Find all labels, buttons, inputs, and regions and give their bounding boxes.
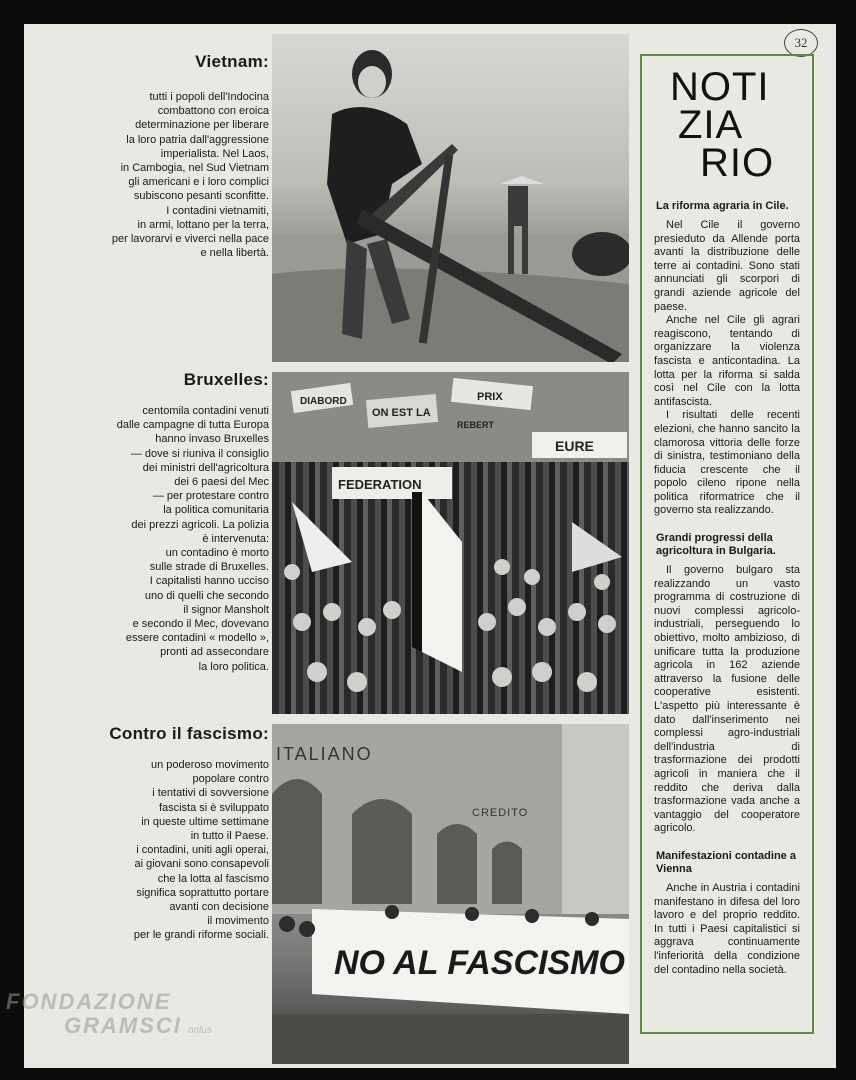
news-vienna — [654, 850, 800, 977]
bruxelles-text — [24, 404, 269, 674]
photo-vietnam-illustration — [272, 34, 629, 362]
text-line: i contadini, uniti agli operai, — [136, 844, 269, 857]
bruxelles-article — [24, 370, 269, 674]
news-paragraph: Anche in Austria i contadini manifestano in difesa del loro lavoro e del proprio reddito. In tutti i Paesi capitalistici si aggrava continuamente l'inferiorità della condizione del contadino nella società. — [654, 881, 800, 976]
photo-vietnam-rice-field — [272, 34, 629, 362]
sign-italiano: ITALIANO — [276, 744, 373, 764]
text-line: un poderoso movimento — [150, 759, 269, 771]
text-line: in Cambogia, nel Sud Vietnam — [120, 162, 269, 175]
fascismo-article — [24, 724, 269, 943]
photo-fascismo-march — [272, 724, 629, 1064]
text-line: determinazione per liberare — [135, 119, 269, 132]
text-line: — dove si riuniva il consiglio — [130, 447, 269, 460]
photo-bruxelles-crowd — [272, 372, 629, 714]
magazine-page — [24, 24, 836, 1068]
banner-no-al-fascismo: NO AL FASCISMO — [334, 944, 625, 982]
text-line: fascista si è sviluppato — [158, 801, 269, 814]
watermark-line: FONDAZIONE — [6, 989, 172, 1014]
news-paragraph: Anche nel Cile gli agrari reagiscono, tentando di organizzare la violenza fascista e anticontadina. La lotta per la riforma si salda così nel Cile con la lotta antifascista. — [654, 314, 800, 408]
fondazione-gramsci-watermark — [6, 990, 212, 1038]
sign-eure: EURE — [555, 438, 594, 454]
text-line: la loro politica. — [198, 660, 269, 673]
news-paragraph: I risultati delle recenti elezioni, che hanno sancito la clamorosa vittoria delle forze di sinistra, testimoniano della fiducia crescente che il popolo cileno ripone nella politica riformatrice che il governo sta realizzando. — [654, 409, 800, 517]
news-title: La riforma agraria in Cile. — [656, 200, 789, 212]
text-line: per le grandi riforme sociali. — [133, 929, 269, 942]
text-line: I capitalisti hanno ucciso — [149, 575, 269, 588]
text-line: dei 6 paesi del Mec — [174, 476, 269, 489]
news-bulgaria — [654, 532, 800, 836]
fascismo-text — [24, 758, 269, 943]
news-title: Manifestazioni contadine a Vienna — [656, 849, 796, 875]
text-line: gli americani e i loro complici — [128, 176, 269, 189]
text-line: la loro patria dall'aggressione — [126, 133, 269, 146]
vietnam-heading: Vietnam: — [195, 52, 269, 71]
watermark-line: onlus — [187, 1025, 212, 1036]
text-line: dalle campagne di tutta Europa — [116, 419, 269, 432]
text-line: tutti i popoli dell'Indocina — [149, 91, 269, 103]
text-line: I contadini vietnamiti, — [166, 204, 269, 217]
text-line: i tentativi di sovversione — [152, 787, 269, 800]
text-line: hanno invaso Bruxelles — [155, 433, 269, 446]
sign-prix: PRIX — [477, 391, 503, 403]
text-line: — per protestare contro — [152, 490, 269, 503]
text-line: per lavorarvi e viverci nella pace — [111, 233, 269, 246]
vietnam-article — [24, 52, 269, 260]
text-line: dei ministri dell'agricoltura — [142, 461, 269, 474]
text-line: avanti con decisione — [169, 901, 269, 914]
text-line: è intervenuta: — [202, 532, 269, 545]
news-title: Grandi progressi della agricoltura in Bulgaria. — [656, 532, 776, 558]
page-number: 32 — [784, 29, 818, 57]
text-line: e nella libertà. — [200, 247, 269, 260]
text-line: subiscono pesanti sconfitte. — [133, 190, 269, 203]
text-line: pronti ad assecondare — [160, 646, 269, 659]
text-line: uno di quelli che secondo — [144, 589, 269, 602]
news-paragraph: Il governo bulgaro sta realizzando un vasto programma di costruzione di nuovi complessi agricolo-industriali, perseguendo lo obiettivo, molto ambizioso, di unificare tutta la produzione agricola in 162 aziende attraverso la fusione delle cooperative esistenti. L'aspetto più interessante è dato dall'inserimento nei complessi agro-industriali dell'industria di trasformazione dei prodotti agricoli in maniera che il reddito che deriva dalla trasformazione vada anche a vantaggio del cooperatore agricolo. — [654, 564, 800, 835]
photo-fascismo-illustration — [272, 724, 629, 1064]
photo-bruxelles-illustration — [272, 372, 629, 714]
sign-rebert: REBERT — [457, 420, 495, 430]
text-line: il movimento — [207, 915, 269, 928]
text-line: ai giovani sono consapevoli — [134, 858, 269, 871]
text-line: popolare contro — [192, 773, 269, 786]
text-line: essere contadini « modello », — [125, 632, 269, 645]
masthead-line: ZIA — [678, 103, 744, 147]
text-line: centomila contadini venuti — [142, 405, 269, 417]
watermark-line: GRAMSCI — [64, 1013, 182, 1038]
text-line: la politica comunitaria — [163, 504, 269, 517]
sign-diabord: DIABORD — [300, 396, 347, 407]
sign-on-est-la: ON EST LA — [372, 407, 431, 419]
news-paragraph: Nel Cile il governo presieduto da Allende porta avanti la distribuzione delle terre ai contadini. Sono stati annunciati gli scorpori di grandi aziende agricole del paese. — [654, 219, 800, 313]
text-line: significa soprattutto portare — [136, 886, 269, 899]
text-line: il signor Mansholt — [183, 603, 269, 616]
sign-federation: FEDERATION — [338, 477, 422, 492]
bruxelles-heading: Bruxelles: — [183, 370, 269, 389]
text-line: un contadino è morto — [165, 547, 269, 560]
vietnam-text — [24, 90, 269, 260]
fascismo-heading: Contro il fascismo: — [109, 724, 269, 743]
news-cile — [654, 200, 800, 518]
text-line: in tutto il Paese. — [190, 830, 269, 843]
text-line: che la lotta al fascismo — [157, 872, 269, 885]
text-line: sulle strade di Bruxelles. — [149, 561, 269, 574]
masthead-line: RIO — [700, 141, 775, 185]
text-line: e secondo il Mec, dovevano — [132, 618, 269, 631]
masthead-line: NOTI — [670, 65, 770, 109]
text-line: in queste ultime settimane — [141, 815, 269, 828]
notiziario-masthead — [670, 65, 800, 185]
text-line: combattono con eroica — [157, 105, 269, 118]
text-line: in armi, lottano per la terra, — [137, 218, 269, 231]
text-line: imperialista. Nel Laos, — [160, 147, 269, 160]
sign-credito: CREDITO — [472, 807, 529, 819]
text-line: dei prezzi agricoli. La polizia — [131, 518, 269, 531]
notiziario-box — [640, 54, 814, 1034]
